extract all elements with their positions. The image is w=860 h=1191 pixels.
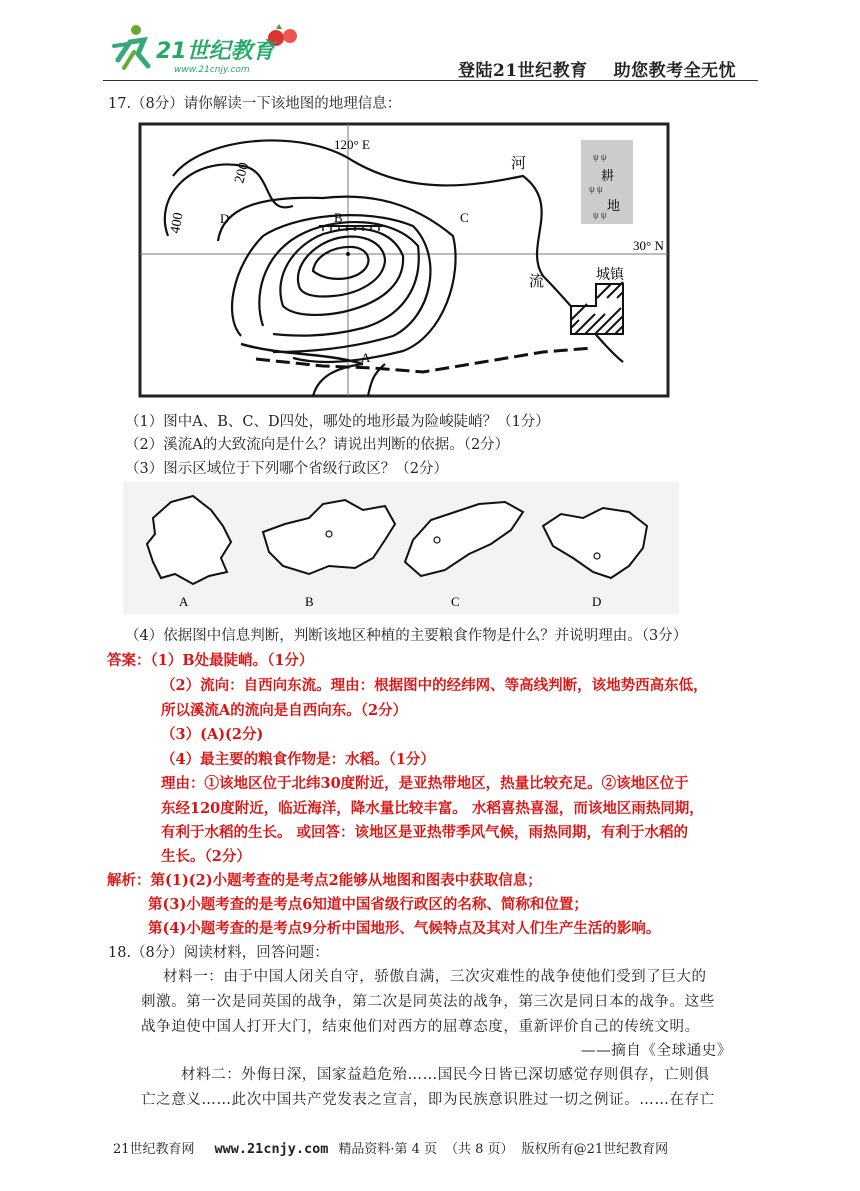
- contour-map: [123, 116, 699, 404]
- material1-source: ——摘自《全球通史》: [581, 1043, 732, 1059]
- province-d-label: D: [592, 594, 602, 609]
- slogan-help: 助您教考全无忧: [613, 61, 737, 81]
- lat-label: 30° N: [633, 238, 664, 253]
- header-divider: [103, 80, 758, 81]
- answer-line-6: 理由：①该地区位于北纬30度附近，是亚热带地区，热量比较充足。②该地区位于: [161, 775, 689, 792]
- material2-line-1: 材料二：外侮日深，国家益趋危殆……国民今日皆已深切感觉存则俱存，亡则俱: [181, 1067, 710, 1083]
- material1-line-2: 刺激。第一次是同英国的战争，第二次是同英法的战争，第三次是同日本的战争。这些: [141, 994, 715, 1010]
- answer-line-9: 生长。（2分）: [161, 848, 251, 865]
- material1-line-3: 战争迫使中国人打开大门，结束他们对西方的屈尊态度，重新评价自己的传统文明。: [141, 1019, 700, 1035]
- logo: [104, 20, 304, 76]
- header-slogan: [458, 56, 736, 81]
- lon-label: 120° E: [334, 137, 370, 152]
- answer-line-1: 答案：（1）B处最陡峭。（1分）: [107, 652, 314, 669]
- analysis-line-3: 第(4)小题考查的是考点9分析中国地形、气候特点及其对人们生产生活的影响。: [148, 920, 661, 937]
- province-b-label: B: [305, 594, 314, 609]
- logo-text: 21世纪教育: [156, 39, 275, 64]
- footer-copyright: 版权所有@21世纪教育网: [521, 1142, 669, 1157]
- q17-sub1: （1）图中A、B、C、D四处，哪处的地形最为险峻陡峭？（1分）: [125, 414, 550, 430]
- footer-total: （共 8 页）: [445, 1142, 514, 1157]
- q17-sub4: （4）依据图中信息判断，判断该地区种植的主要粮食作物是什么？并说明理由。（3分）: [125, 628, 688, 644]
- point-c-label: C: [460, 210, 469, 225]
- contour-200-label: 200: [232, 160, 253, 186]
- province-options: [123, 482, 679, 614]
- farm-label-2: 地: [607, 198, 621, 213]
- svg-text:ψ ψ: ψ ψ: [589, 184, 603, 194]
- slogan-login: 登陆21世纪教育: [458, 61, 588, 81]
- point-d-label: D: [220, 211, 230, 226]
- q17-sub2: （2）溪流A的大致流向是什么？请说出判断的依据。（2分）: [125, 437, 510, 453]
- answer-line-4: （3）(A)(2分): [161, 726, 264, 743]
- analysis-line-2: 第(3)小题考查的是考点6知道中国省级行政区的名称、简称和位置；: [148, 896, 588, 913]
- answer-line-8: 有利于水稻的生长。 或回答：该地区是亚热带季风气候，雨热同期，有利于水稻的: [161, 824, 689, 841]
- contour-400-label: 400: [168, 211, 187, 235]
- town-label: 城镇: [596, 268, 624, 283]
- answer-line-2: （2）流向：自西向东流。理由：根据图中的经纬网、等高线判断，该地势西高东低，: [161, 677, 708, 694]
- material1-line-1: 材料一：由于中国人闭关自守，骄傲自满，三次灾难性的战争使他们受到了巨大的: [163, 969, 707, 985]
- q18-title: 18.（8分）阅读材料，回答问题：: [108, 945, 329, 961]
- q17-title: 17.（8分）请你解读一下该地图的地理信息：: [108, 96, 402, 112]
- river-label-1: 河: [511, 156, 527, 172]
- logo-url: www.21cnjy.com: [174, 65, 250, 75]
- point-a-label: A: [361, 350, 371, 365]
- footer-url[interactable]: www.21cnjy.com: [214, 1141, 329, 1157]
- footer: [113, 1138, 676, 1157]
- point-b-label: B: [334, 210, 343, 225]
- q17-sub3: （3）图示区域位于下列哪个省级行政区？（2分）: [125, 461, 448, 477]
- answer-line-5: （4）最主要的粮食作物是：水稻。（1分）: [161, 751, 435, 768]
- svg-text:ψ ψ: ψ ψ: [593, 152, 607, 162]
- footer-page: 精品资料·第 4 页: [338, 1142, 438, 1157]
- province-a-label: A: [179, 594, 189, 609]
- province-c-label: C: [451, 594, 460, 609]
- analysis-line-1: 解析：第(1)(2)小题考查的是考点2能够从地图和图表中获取信息；: [107, 872, 542, 889]
- answer-line-3: 所以溪流A的流向是自西向东。（2分）: [161, 702, 408, 719]
- river-label-2: 流: [529, 274, 545, 290]
- svg-text:ψ ψ: ψ ψ: [593, 210, 607, 220]
- farm-label-1: 耕: [601, 168, 615, 183]
- footer-site: 21世纪教育网: [113, 1142, 195, 1157]
- material2-line-2: 亡之意义……此次中国共产党发表之宣言，即为民族意识胜过一切之例证。……在存亡: [141, 1092, 715, 1108]
- runner-icon: [114, 25, 148, 68]
- answer-line-7: 东经120度附近，临近海洋，降水量比较丰富。 水稻喜热喜湿，而该地区雨热同期，: [161, 800, 704, 817]
